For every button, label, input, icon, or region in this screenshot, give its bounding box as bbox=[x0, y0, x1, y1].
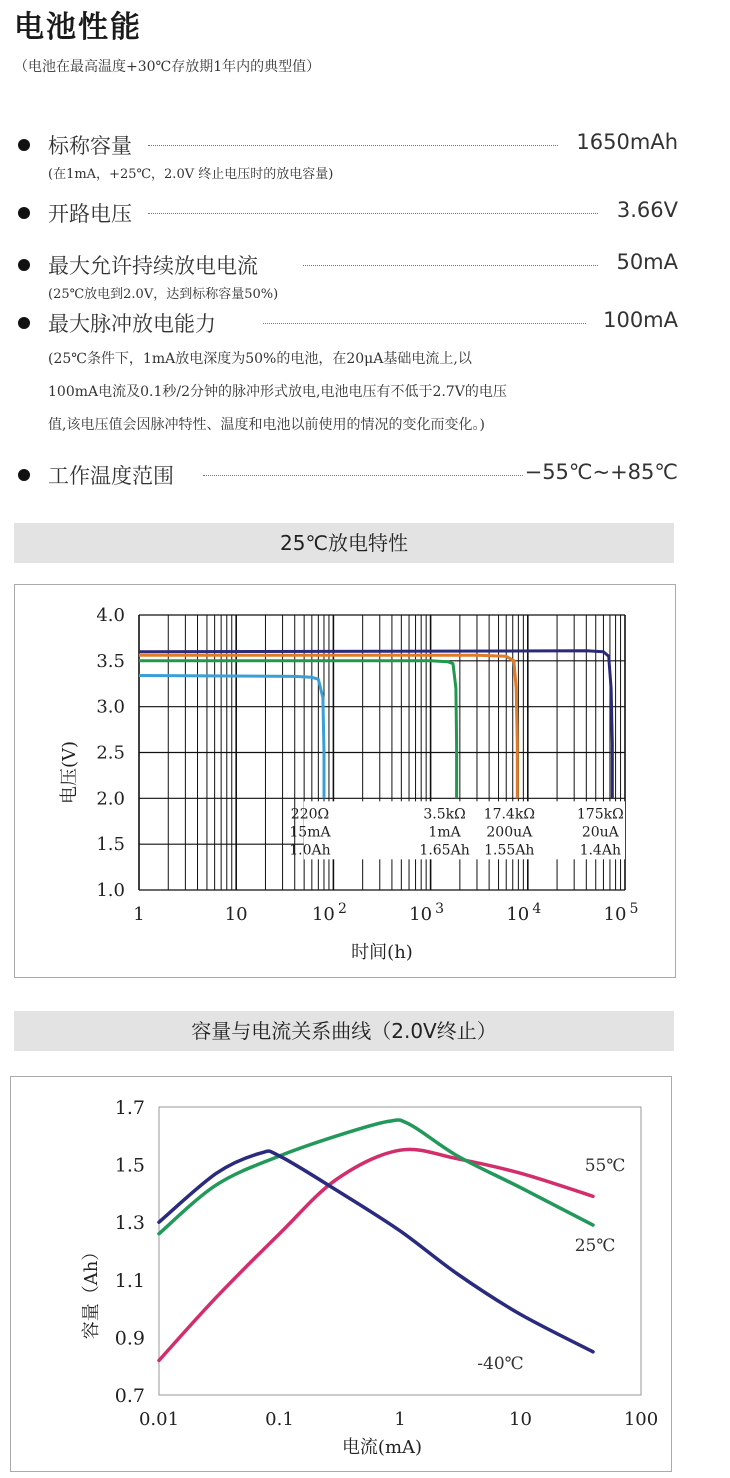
spec-note: (在1mA，+25℃，2.0V 终止电压时的放电容量) bbox=[48, 167, 334, 182]
y-tick-label: 2.5 bbox=[96, 742, 125, 764]
series-label-capacity: 1.4Ah bbox=[579, 842, 621, 859]
capacity-current-chart-svg bbox=[11, 1077, 671, 1471]
series-label-current: 200uA bbox=[486, 824, 533, 841]
capacity-current-chart bbox=[10, 1076, 672, 1472]
leader-dots bbox=[148, 213, 598, 214]
series-label: 55℃ bbox=[584, 1156, 626, 1177]
spec-operating-temperature bbox=[18, 460, 678, 490]
y-tick-label: 1.1 bbox=[114, 1269, 145, 1292]
chart1-header-text: 25℃放电特性 bbox=[280, 531, 408, 555]
series-label-capacity: 1.0Ah bbox=[289, 842, 331, 859]
spec-note-line: (25℃条件下，1mA放电深度为50%的电池，在20μA基础电流上,以 bbox=[48, 351, 472, 367]
x-tick-exponent: 3 bbox=[435, 901, 445, 917]
spec-label: 最大脉冲放电能力 bbox=[48, 312, 216, 336]
leader-dots bbox=[303, 265, 598, 266]
bullet-icon bbox=[18, 139, 30, 151]
series-label-resistance: 175kΩ bbox=[576, 806, 624, 823]
spec-value: 50mA bbox=[616, 250, 678, 274]
chart2-header bbox=[14, 1011, 674, 1051]
series-label-capacity: 1.65Ah bbox=[419, 842, 470, 859]
series-label-resistance: 17.4kΩ bbox=[483, 806, 535, 823]
chart1-header bbox=[14, 523, 674, 563]
series-label-current: 1mA bbox=[428, 824, 461, 841]
series-label-resistance: 3.5kΩ bbox=[423, 806, 466, 823]
x-axis-label: 时间(h) bbox=[351, 942, 413, 963]
y-tick-label: 1.5 bbox=[96, 834, 125, 856]
x-tick-label: 10 bbox=[509, 1409, 532, 1430]
series-label: 25℃ bbox=[574, 1236, 616, 1256]
chart2-header-text: 容量与电流关系曲线（2.0V终止） bbox=[191, 1019, 497, 1043]
page-subtitle: （电池在最高温度+30℃存放期1年内的典型值） bbox=[14, 59, 321, 75]
y-tick-label: 1.7 bbox=[114, 1097, 145, 1119]
bullet-icon bbox=[18, 317, 30, 329]
y-tick-label: 1.0 bbox=[96, 880, 125, 901]
leader-dots bbox=[203, 475, 523, 476]
y-tick-label: 1.3 bbox=[114, 1212, 145, 1235]
y-tick-label: 3.5 bbox=[96, 650, 125, 672]
y-axis-label: 电压(V) bbox=[59, 740, 80, 805]
spec-value: 1650mAh bbox=[576, 130, 678, 154]
x-tick-label: 0.01 bbox=[138, 1409, 180, 1430]
series-label-capacity: 1.55Ah bbox=[484, 842, 535, 859]
x-tick-label: 1 bbox=[394, 1409, 406, 1430]
series-label: -40℃ bbox=[477, 1354, 524, 1375]
spec-nominal-capacity bbox=[18, 130, 678, 160]
spec-max-continuous-current bbox=[18, 250, 678, 280]
y-tick-label: 2.0 bbox=[96, 788, 125, 810]
bullet-icon bbox=[18, 469, 30, 481]
y-tick-label: 1.5 bbox=[114, 1154, 145, 1177]
spec-value: 100mA bbox=[603, 308, 678, 332]
bullet-icon bbox=[18, 207, 30, 219]
series-label-current: 20uA bbox=[581, 824, 619, 841]
x-tick-label: 10 bbox=[224, 904, 248, 925]
leader-dots bbox=[263, 323, 586, 324]
spec-label: 开路电压 bbox=[48, 202, 132, 226]
y-axis-label: 容量（Ah） bbox=[81, 1242, 102, 1340]
y-tick-label: 4.0 bbox=[96, 605, 125, 626]
spec-max-pulse-capability bbox=[18, 308, 678, 338]
leader-dots bbox=[148, 145, 558, 146]
x-tick-exponent: 5 bbox=[629, 901, 639, 917]
series-label-resistance: 220Ω bbox=[290, 806, 330, 823]
spec-label: 标称容量 bbox=[48, 134, 132, 158]
spec-open-circuit-voltage bbox=[18, 198, 678, 228]
spec-value: 3.66V bbox=[616, 198, 678, 222]
x-tick-label: 10 bbox=[409, 904, 433, 925]
spec-note-line: 值,该电压值会因脉冲特性、温度和电池以前使用的情况的变化而变化。) bbox=[48, 417, 485, 433]
x-tick-label: 10 bbox=[311, 904, 335, 925]
spec-label: 最大允许持续放电电流 bbox=[48, 254, 258, 278]
series-label-current: 15mA bbox=[289, 824, 331, 841]
spec-label: 工作温度范围 bbox=[48, 464, 174, 488]
discharge-chart-svg bbox=[15, 585, 675, 977]
series-line-175kΩ bbox=[139, 651, 612, 799]
spec-note-line: 100mA电流及0.1秒/2分钟的脉冲形式放电,电池电压有不低于2.7V的电压 bbox=[48, 384, 507, 400]
x-tick-label: 10 bbox=[506, 904, 530, 925]
y-tick-label: 0.9 bbox=[114, 1327, 145, 1350]
x-axis-label: 电流(mA) bbox=[341, 1437, 423, 1458]
spec-note: (25℃放电到2.0V，达到标称容量50%) bbox=[48, 287, 279, 302]
bullet-icon bbox=[18, 259, 30, 271]
y-tick-label: 3.0 bbox=[96, 696, 125, 718]
x-tick-exponent: 2 bbox=[337, 901, 347, 917]
x-tick-label: 100 bbox=[623, 1409, 659, 1430]
x-tick-label: 10 bbox=[603, 904, 627, 925]
y-tick-label: 0.7 bbox=[114, 1385, 145, 1407]
x-tick-label: 1 bbox=[133, 904, 145, 925]
x-tick-label: 0.1 bbox=[265, 1409, 294, 1430]
spec-value: −55℃~+85℃ bbox=[524, 460, 678, 484]
page-title: 电池性能 bbox=[14, 10, 142, 45]
discharge-chart bbox=[14, 584, 676, 978]
x-tick-exponent: 4 bbox=[532, 901, 542, 917]
